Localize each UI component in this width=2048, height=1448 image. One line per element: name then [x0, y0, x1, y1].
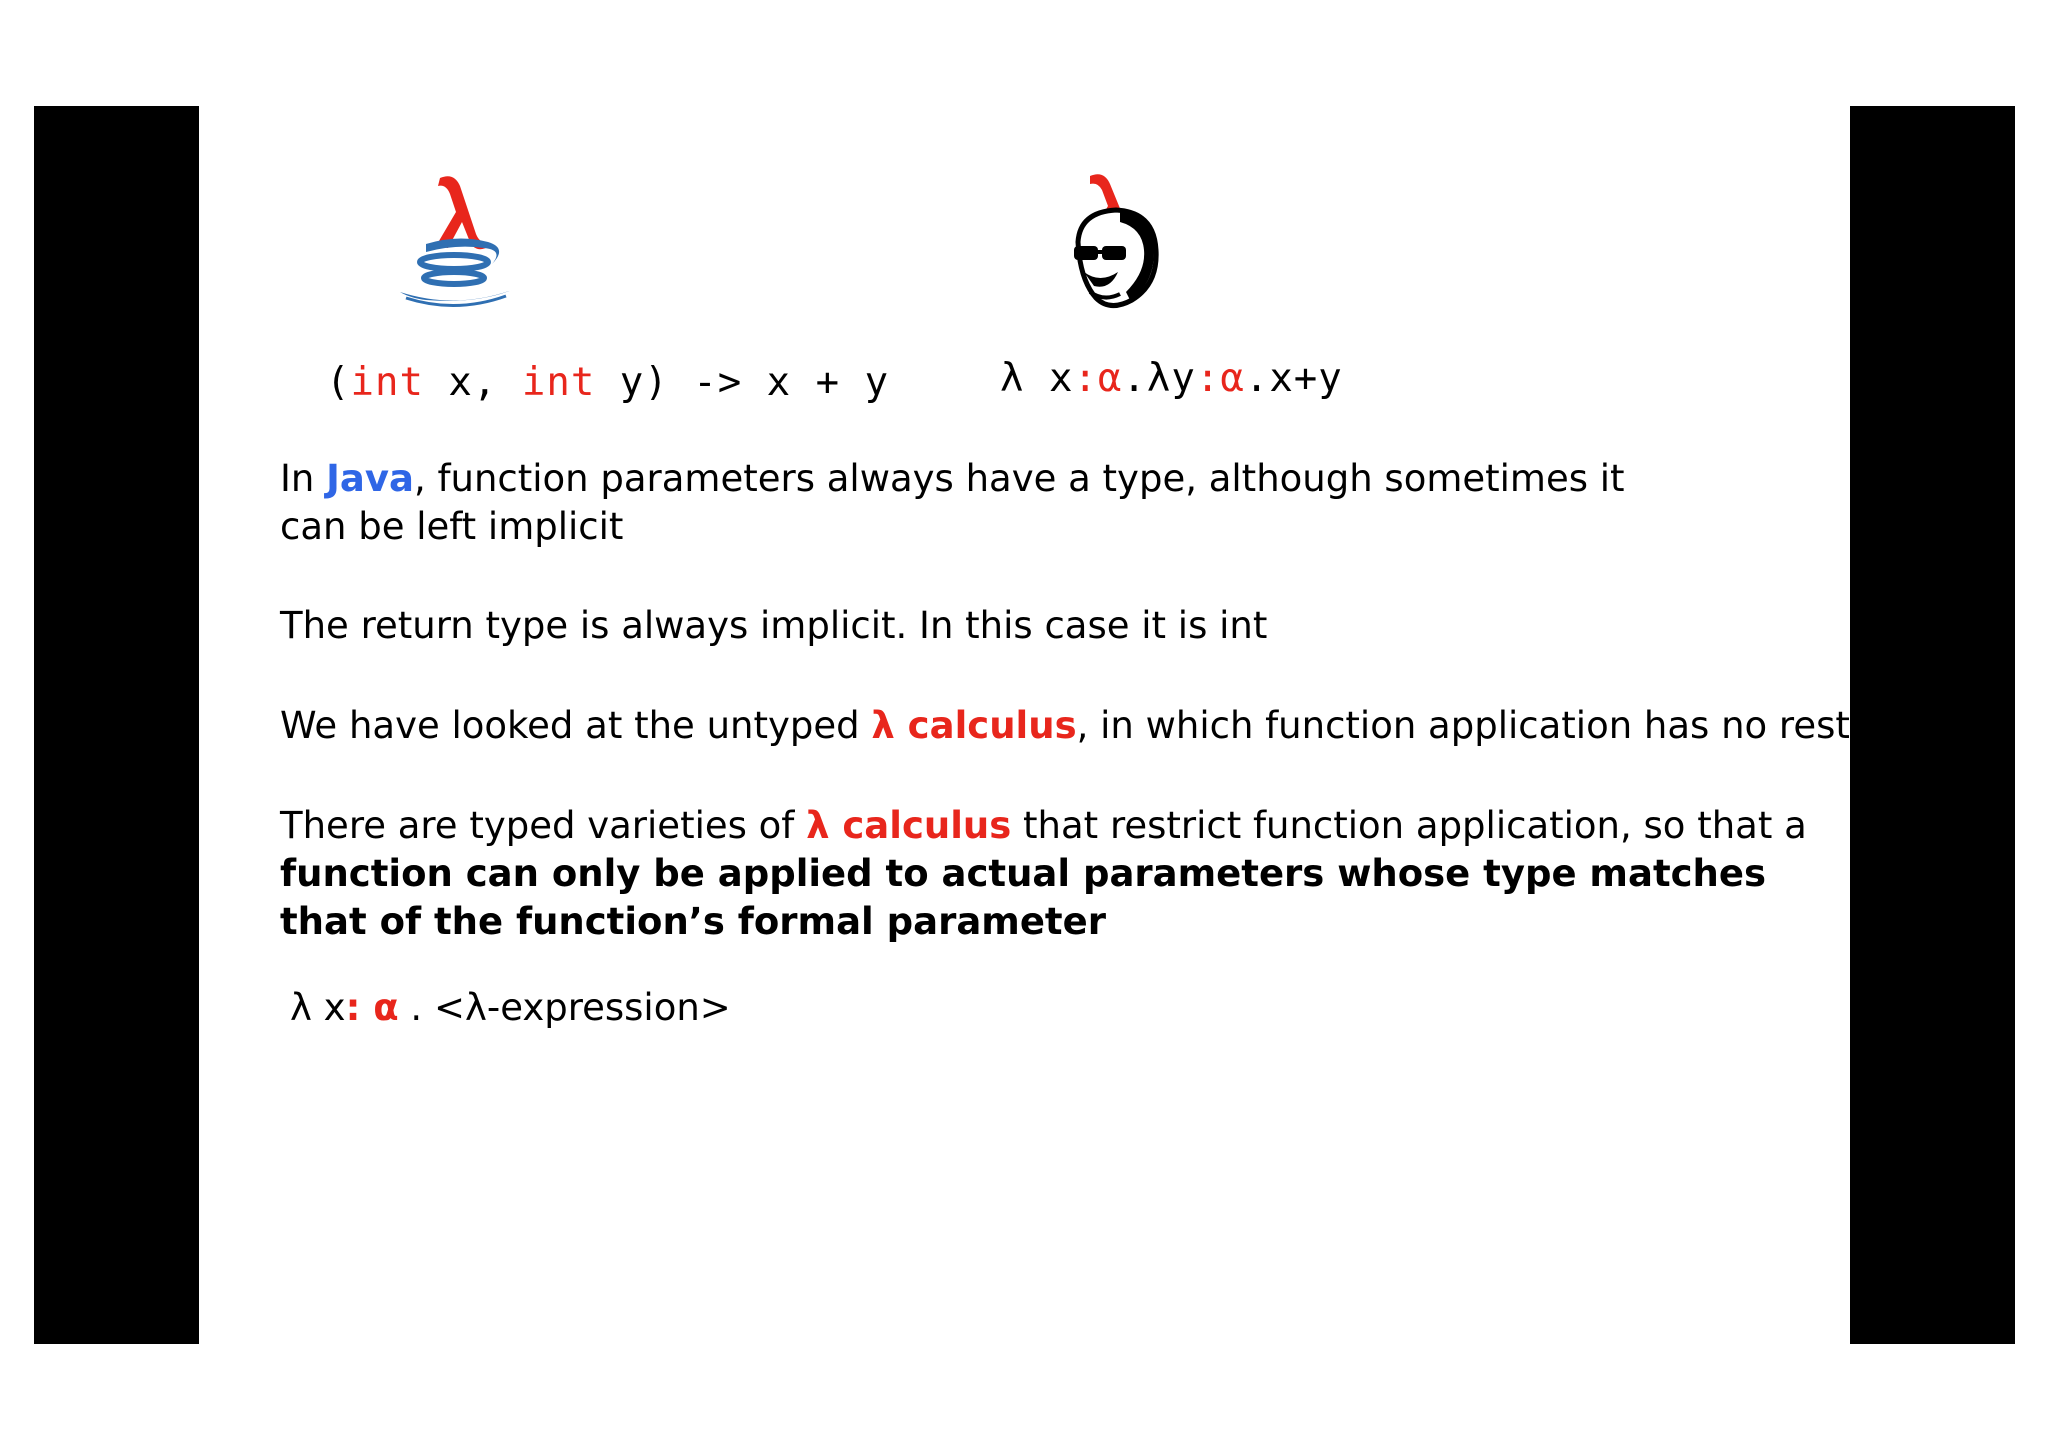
code-param-x: x,: [423, 360, 522, 405]
code-type-annotation: :α: [1195, 356, 1245, 401]
text-run: λ x: [290, 986, 346, 1029]
text-run: In: [280, 457, 327, 500]
alonzo-church-lambda-icon: [1060, 172, 1170, 312]
typed-lambda-expression: [290, 984, 731, 1032]
paragraph-untyped-lambda: [280, 702, 1986, 750]
bold-statement: function can only be applied to actual parameters whose type matches that of the function’s formal parameter: [280, 852, 1767, 943]
text-run: There are typed varieties of: [280, 804, 807, 847]
code-keyword-int: int: [521, 360, 596, 405]
text-run: We have looked at the untyped: [280, 704, 872, 747]
alpha-highlight: α: [373, 986, 399, 1029]
java-lambda-logo-icon: [396, 172, 526, 312]
code-part: .λy: [1122, 356, 1196, 401]
text-run: that restrict function application, so that a: [1011, 804, 1807, 847]
text-run: , in which function application has no restrictions: [1076, 704, 1986, 747]
text-run: . <λ-expression>: [398, 986, 731, 1029]
code-type-annotation: :α: [1073, 356, 1123, 401]
code-keyword-int: int: [350, 360, 424, 405]
java-highlight: Java: [326, 457, 414, 500]
paragraph-java-types: [280, 455, 1680, 551]
code-rest: y) -> x + y: [595, 360, 890, 405]
colon-highlight: :: [345, 986, 374, 1029]
typed-lambda-code: [1000, 356, 1343, 401]
left-letterbox-bar: [34, 106, 199, 1344]
code-part: λ x: [1000, 356, 1074, 401]
java-lambda-code: [326, 360, 889, 405]
paragraph-return-type: The return type is always implicit. In this case it is int: [280, 604, 1268, 647]
code-part: .x+y: [1244, 356, 1343, 401]
code-paren: (: [326, 360, 351, 405]
paragraph-typed-lambda: [280, 802, 1840, 946]
text-run: , function parameters always have a type, although sometimes it can be left implicit: [280, 457, 1625, 548]
lambda-calculus-highlight: λ calculus: [806, 804, 1012, 847]
lambda-calculus-highlight: λ calculus: [871, 704, 1077, 747]
